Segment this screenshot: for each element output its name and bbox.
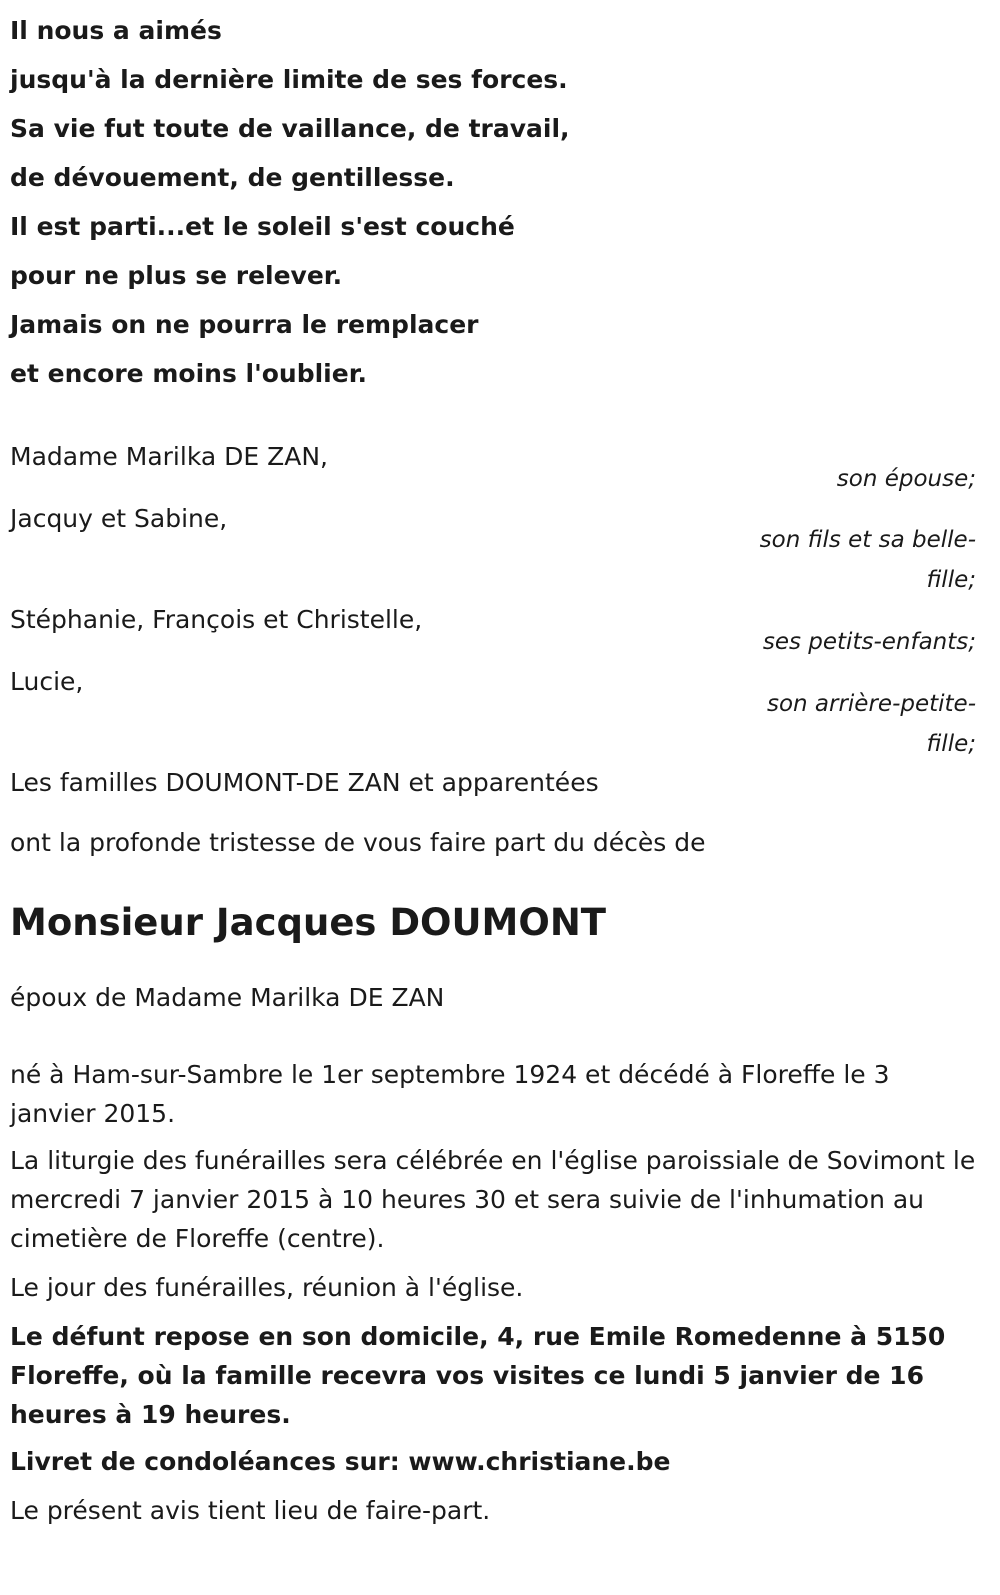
- family-list: [10, 429, 976, 797]
- poem-line: et encore moins l'oublier.: [10, 359, 367, 388]
- poem-line: Jamais on ne pourra le remplacer: [10, 310, 479, 339]
- birth-death-line: né à Ham-sur-Sambre le 1er septembre 1924 et décédé à Floreffe le 3 janvier 2015.: [10, 1060, 890, 1128]
- announcement-text: ont la profonde tristesse de vous faire part du décès de: [10, 828, 706, 857]
- meeting-text: Le jour des funérailles, réunion à l'église.: [10, 1273, 524, 1302]
- poem: [10, 0, 976, 398]
- deceased-name: Monsieur Jacques DOUMONT: [10, 901, 607, 944]
- family-member-name: Madame Marilka DE ZAN,: [10, 442, 328, 471]
- poem-line: Il nous a aimés: [10, 16, 222, 45]
- poem-line: jusqu'à la dernière limite de ses forces.: [10, 65, 568, 94]
- condolences-text: Livret de condoléances sur: www.christiane.be: [10, 1447, 671, 1476]
- spouse-line: époux de Madame Marilka DE ZAN: [10, 983, 445, 1012]
- poem-line: Sa vie fut toute de vaillance, de travail,: [10, 114, 570, 143]
- poem-line: Il est parti...et le soleil s'est couché: [10, 212, 515, 241]
- family-member-name: Stéphanie, François et Christelle,: [10, 605, 423, 634]
- obituary-page: [10, 0, 976, 1530]
- notice-text: Le présent avis tient lieu de faire-part.: [10, 1496, 491, 1525]
- family-member-name: Les familles DOUMONT-DE ZAN et apparentées: [10, 768, 599, 797]
- liturgy-text: La liturgie des funérailles sera célébrée en l'église paroissiale de Sovimont le mercredi 7 janvier 2015 à 10 heures 30 et sera suivie de l'inhumation au cimetière de Floreffe (centre).: [10, 1146, 976, 1253]
- family-member-relation: son épouse;: [836, 466, 976, 492]
- family-member-relation: son arrière-petite-fille;: [766, 691, 976, 757]
- family-member-relation: ses petits-enfants;: [762, 629, 976, 655]
- poem-line: pour ne plus se relever.: [10, 261, 343, 290]
- poem-line: de dévouement, de gentillesse.: [10, 163, 455, 192]
- viewing-text: Le défunt repose en son domicile, 4, rue Emile Romedenne à 5150 Floreffe, où la famille recevra vos visites ce lundi 5 janvier de 16 heures à 19 heures.: [10, 1322, 946, 1429]
- family-member-relation: son fils et sa belle-fille;: [759, 527, 976, 593]
- family-member-name: Jacquy et Sabine,: [10, 504, 228, 533]
- family-member-name: Lucie,: [10, 667, 84, 696]
